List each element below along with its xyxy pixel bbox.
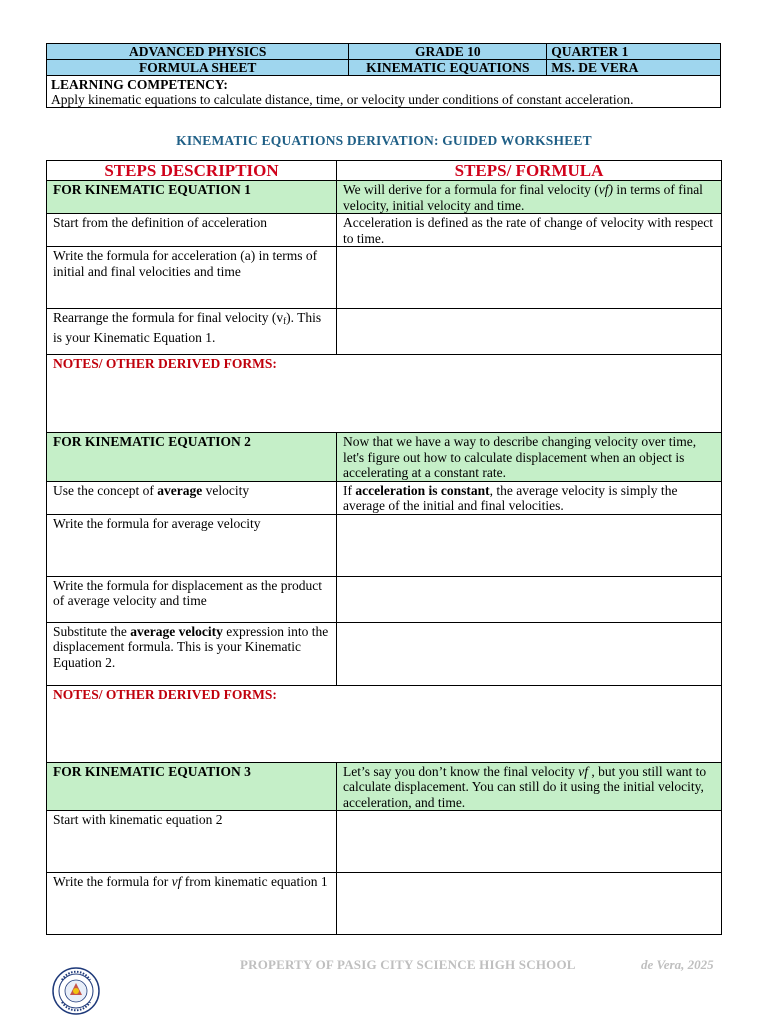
eq3-step1-answer[interactable]: [337, 811, 722, 873]
eq2-step4-answer[interactable]: [337, 622, 722, 685]
eq1-heading: FOR KINEMATIC EQUATION 1: [47, 181, 337, 214]
teacher-cell: MS. DE VERA: [547, 60, 721, 76]
eq1-intro: We will derive for a formula for final velocity (vf) in terms of final velocity, initial velocity and time.: [337, 181, 722, 214]
competency-title: LEARNING COMPETENCY:: [51, 77, 228, 92]
eq1-step3-answer[interactable]: [337, 309, 722, 355]
eq2-intro: Now that we have a way to describe changing velocity over time, let's figure out how to calculate displacement when an object is accelerating at a constant rate.: [337, 433, 722, 482]
subject-cell: ADVANCED PHYSICS: [47, 44, 349, 60]
topic-cell: KINEMATIC EQUATIONS: [349, 60, 547, 76]
eq3-step2-answer[interactable]: [337, 873, 722, 935]
worksheet-table: [46, 160, 722, 935]
grade-cell: GRADE 10: [349, 44, 547, 60]
eq2-step3: Write the formula for displacement as the product of average velocity and time: [47, 576, 337, 622]
eq2-notes[interactable]: NOTES/ OTHER DERIVED FORMS:: [47, 685, 722, 762]
school-seal-icon: [52, 967, 100, 1015]
eq1-step1: Start from the definition of acceleration: [47, 214, 337, 247]
eq2-step4: Substitute the average velocity expression into the displacement formula. This is your Kinematic Equation 2.: [47, 622, 337, 685]
vf-symbol: vf): [598, 182, 613, 197]
learning-competency: [47, 76, 721, 108]
worksheet-title: KINEMATIC EQUATIONS DERIVATION: GUIDED WORKSHEET: [176, 133, 592, 148]
header-table: [46, 43, 721, 108]
eq2-step3-answer[interactable]: [337, 576, 722, 622]
footer-credit: de Vera, 2025: [641, 957, 714, 972]
eq3-step2: Write the formula for vf from kinematic equation 1: [47, 873, 337, 935]
eq3-step1: Start with kinematic equation 2: [47, 811, 337, 873]
eq1-step2-answer[interactable]: [337, 247, 722, 309]
eq1-step1-formula: Acceleration is defined as the rate of change of velocity with respect to time.: [337, 214, 722, 247]
eq2-step2-answer[interactable]: [337, 514, 722, 576]
competency-text: Apply kinematic equations to calculate distance, time, or velocity under conditions of constant acceleration.: [51, 92, 634, 107]
eq2-step1: Use the concept of average velocity: [47, 481, 337, 514]
sheet-cell: FORMULA SHEET: [47, 60, 349, 76]
eq3-heading: FOR KINEMATIC EQUATION 3: [47, 762, 337, 811]
eq1-notes[interactable]: NOTES/ OTHER DERIVED FORMS:: [47, 355, 722, 433]
vf-symbol: vf: [578, 763, 588, 779]
eq1-step3: Rearrange the formula for final velocity $(v_f)$. This is your Kinematic Equation 1.: [47, 309, 337, 355]
eq2-step1-formula: If acceleration is constant, the average velocity is simply the average of the initial and final velocities.: [337, 481, 722, 514]
eq2-heading: FOR KINEMATIC EQUATION 2: [47, 433, 337, 482]
footer-property: PROPERTY OF PASIG CITY SCIENCE HIGH SCHOOL: [240, 957, 576, 972]
eq1-step2: Write the formula for acceleration (a) in terms of initial and final velocities and time: [47, 247, 337, 309]
eq2-step2: Write the formula for average velocity: [47, 514, 337, 576]
quarter-cell: QUARTER 1: [547, 44, 721, 60]
column-heading-steps: STEPS DESCRIPTION: [47, 161, 337, 181]
eq3-intro: Let’s say you don’t know the final velocity vf , but you still want to calculate displacement. You can still do it using the initial velocity, acceleration, and time.: [337, 762, 722, 811]
column-heading-formula: STEPS/ FORMULA: [337, 161, 722, 181]
